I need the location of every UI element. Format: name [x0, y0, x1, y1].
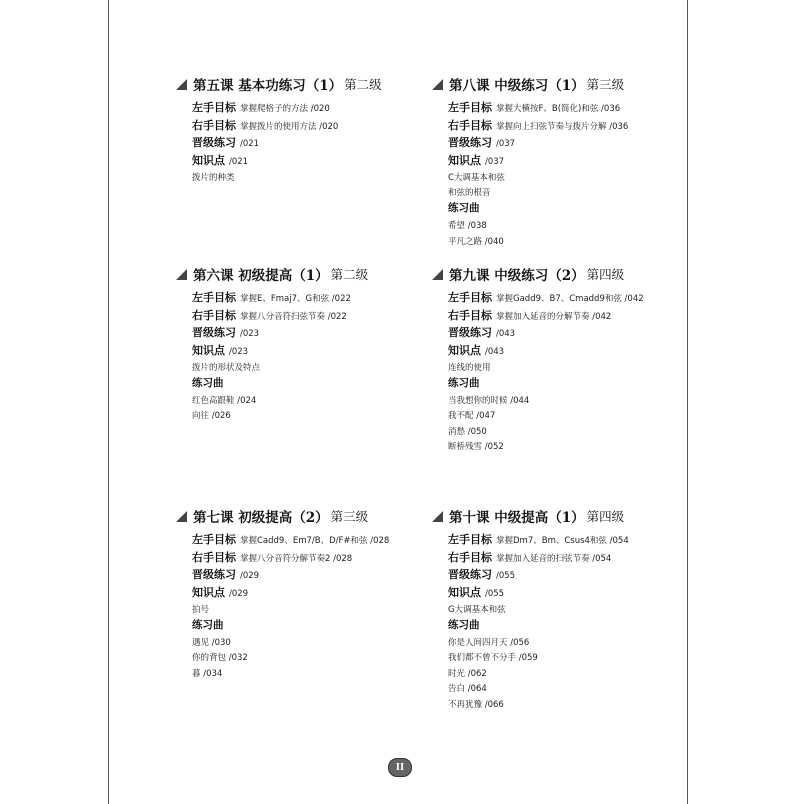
level-exercise: 晋级练习 /021 — [192, 136, 260, 150]
lesson-level: 第三级 — [330, 509, 369, 524]
right-hand-goal: 右手目标 掌握加入延音的扫弦节奏 /054 — [448, 550, 612, 564]
knowledge-point: 知识点 /043 — [448, 343, 505, 357]
left-hand-goal: 左手目标 掌握Cadd9、Em7/B、D/F#和弦 /028 — [192, 533, 390, 546]
song-item: 希望 /038 — [448, 221, 487, 232]
page-number-badge: II — [388, 758, 412, 777]
knowledge-point: 知识点 /023 — [192, 343, 249, 357]
knowledge-item: C大调基本和弦 — [448, 173, 505, 184]
lesson-level: 第三级 — [586, 77, 625, 92]
songs-heading: 练习曲 — [448, 618, 480, 631]
triangle-marker-icon — [176, 79, 187, 90]
right-hand-goal: 右手目标 掌握向上扫弦节奏与拨片分解 /036 — [448, 118, 629, 132]
lesson-title-text: 第十课 中级提高（1） — [449, 510, 585, 526]
song-item: 断桥残雪 /052 — [448, 442, 504, 453]
lesson-level: 第二级 — [344, 77, 382, 92]
lesson-title — [448, 506, 698, 526]
right-hand-goal: 右手目标 掌握加入延音的分解节奏 /042 — [448, 308, 612, 322]
level-exercise: 晋级练习 /023 — [192, 326, 260, 340]
song-item: 你是人间四月天 /056 — [448, 638, 530, 649]
song-item: 红色高跟鞋 /024 — [192, 396, 257, 407]
lesson-10 — [448, 506, 698, 711]
left-hand-goal: 左手目标 掌握Gadd9、B7、Cmadd9和弦 /042 — [448, 291, 644, 304]
song-item: 我不配 /047 — [448, 411, 496, 422]
song-item: 你的背包 /032 — [192, 653, 248, 664]
lesson-title-text: 第六课 初级提高（1） — [193, 268, 329, 284]
lesson-title-text: 第八课 中级练习（1） — [449, 78, 585, 94]
level-exercise: 晋级练习 /029 — [192, 568, 260, 582]
song-item: 告白 /064 — [448, 684, 487, 695]
left-hand-goal: 左手目标 掌握爬格子的方法 /020 — [192, 101, 330, 114]
right-hand-goal: 右手目标 掌握八分音符扫弦节奏 /022 — [192, 308, 347, 322]
song-item: 平凡之路 /040 — [448, 236, 504, 247]
level-exercise: 晋级练习 /043 — [448, 326, 516, 340]
knowledge-item: 拨片的形状及特点 — [192, 363, 261, 374]
songs-heading: 练习曲 — [448, 202, 480, 215]
knowledge-item: 和弦的根音 — [448, 188, 491, 199]
right-hand-goal: 右手目标 掌握拨片的使用方法 /020 — [192, 118, 339, 132]
lesson-7 — [192, 506, 442, 681]
triangle-marker-icon — [432, 79, 443, 90]
left-hand-goal: 左手目标 掌握E、Fmaj7、G和弦 /022 — [192, 291, 351, 304]
lesson-8 — [448, 74, 698, 249]
songs-heading: 练习曲 — [448, 376, 480, 389]
lesson-level: 第二级 — [330, 267, 369, 282]
knowledge-point: 知识点 /055 — [448, 585, 505, 599]
knowledge-point: 知识点 /029 — [192, 585, 249, 599]
song-item: 向往 /026 — [192, 411, 231, 422]
triangle-marker-icon — [432, 511, 443, 522]
knowledge-point: 知识点 /021 — [192, 153, 249, 167]
lesson-title — [448, 264, 698, 284]
lesson-level: 第四级 — [586, 267, 625, 282]
knowledge-item: 拍号 — [192, 605, 210, 616]
lesson-title-text: 第七课 初级提高（2） — [193, 510, 329, 526]
lesson-level: 第四级 — [586, 509, 625, 524]
left-hand-goal: 左手目标 掌握Dm7、Bm、Csus4和弦 /054 — [448, 533, 629, 546]
lesson-6 — [192, 264, 442, 423]
lesson-title — [192, 74, 442, 94]
song-item: 我们都不曾不分手 /059 — [448, 653, 538, 664]
knowledge-point: 知识点 /037 — [448, 153, 505, 167]
song-item: 不再犹豫 /066 — [448, 699, 504, 710]
lesson-title — [192, 264, 442, 284]
level-exercise: 晋级练习 /037 — [448, 136, 516, 150]
song-item: 遇见 /030 — [192, 638, 231, 649]
lesson-9 — [448, 264, 698, 454]
triangle-marker-icon — [432, 269, 443, 280]
song-item: 暮 /034 — [192, 668, 223, 679]
song-item: 时光 /062 — [448, 668, 487, 679]
lesson-title-text: 第九课 中级练习（2） — [449, 268, 585, 284]
knowledge-item: G大调基本和弦 — [448, 605, 506, 616]
lesson-5 — [192, 74, 442, 185]
songs-heading: 练习曲 — [192, 618, 224, 631]
level-exercise: 晋级练习 /055 — [448, 568, 516, 582]
lesson-title-text: 第五课 基本功练习（1） — [193, 78, 343, 94]
song-item: 当我想你的时候 /044 — [448, 396, 530, 407]
triangle-marker-icon — [176, 269, 187, 280]
songs-heading: 练习曲 — [192, 376, 224, 389]
right-hand-goal: 右手目标 掌握八分音符分解节奏2 /028 — [192, 550, 353, 564]
triangle-marker-icon — [176, 511, 187, 522]
knowledge-item: 连线的使用 — [448, 363, 491, 374]
lesson-title — [192, 506, 442, 526]
song-item: 消愁 /050 — [448, 426, 487, 437]
left-hand-goal: 左手目标 掌握大横按F、B(简化)和弦 /036 — [448, 101, 621, 114]
lesson-title — [448, 74, 698, 94]
knowledge-item: 拨片的种类 — [192, 173, 235, 184]
